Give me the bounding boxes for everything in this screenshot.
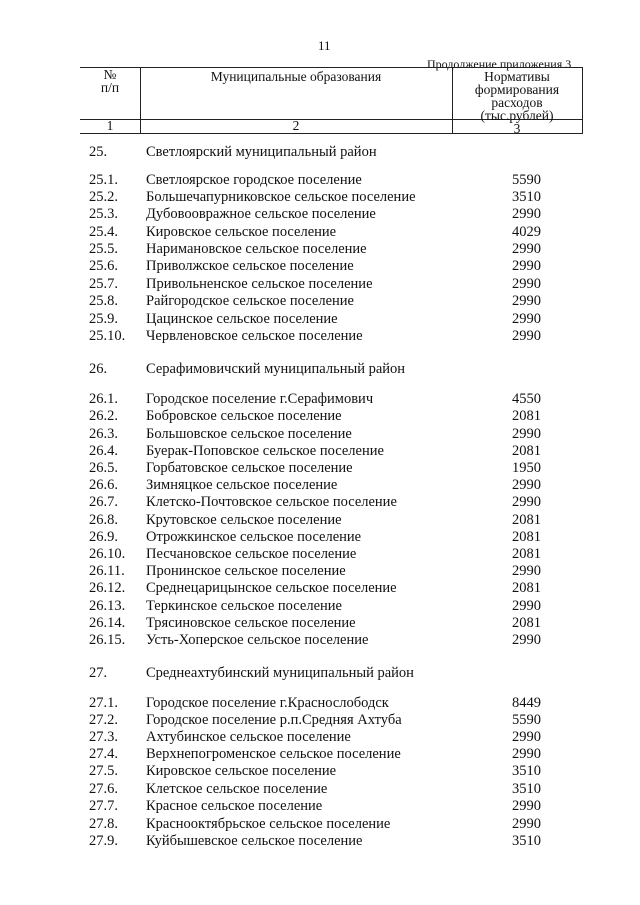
- row-value: 2990: [512, 293, 541, 309]
- row-name: Отрожкинское сельское поселение: [146, 529, 362, 545]
- row-name: Клетское сельское поселение: [146, 781, 328, 797]
- section-name: Светлоярский муниципальный район: [146, 144, 377, 160]
- row-number: 25.6.: [89, 258, 118, 274]
- row-number: 26.4.: [89, 443, 118, 459]
- row-value: 2990: [512, 729, 541, 745]
- row-name: Куйбышевское сельское поселение: [146, 833, 363, 849]
- row-number: 26.13.: [89, 598, 126, 614]
- row-name: Большовское сельское поселение: [146, 426, 352, 442]
- row-name: Большечапурниковское сельское поселение: [146, 189, 416, 205]
- row-value: 3510: [512, 833, 541, 849]
- row-number: 26.14.: [89, 615, 126, 631]
- row-value: 2990: [512, 816, 541, 832]
- row-number: 27.3.: [89, 729, 118, 745]
- row-name: Усть-Хоперское сельское поселение: [146, 632, 369, 648]
- row-value: 1950: [512, 460, 541, 476]
- row-number: 26.1.: [89, 391, 118, 407]
- row-number: 26.8.: [89, 512, 118, 528]
- row-number: 25.2.: [89, 189, 118, 205]
- row-number: 26.10.: [89, 546, 126, 562]
- header-norms-line2: формирования: [474, 82, 560, 97]
- row-name: Пронинское сельское поселение: [146, 563, 346, 579]
- row-number: 26.15.: [89, 632, 126, 648]
- row-value: 2081: [512, 615, 541, 631]
- row-value: 2081: [512, 408, 541, 424]
- section-name: Среднеахтубинский муниципальный район: [146, 665, 414, 681]
- row-value: 5590: [512, 712, 541, 728]
- header-norms-column: [452, 70, 582, 122]
- row-number: 26.12.: [89, 580, 126, 596]
- row-name: Приволжское сельское поселение: [146, 258, 354, 274]
- row-number: 27.5.: [89, 763, 118, 779]
- row-value: 2990: [512, 563, 541, 579]
- row-value: 4029: [512, 224, 541, 240]
- row-name: Кировское сельское поселение: [146, 763, 337, 779]
- header-norms-line1: Нормативы: [484, 69, 550, 84]
- row-number: 26.11.: [89, 563, 125, 579]
- row-value: 3510: [512, 763, 541, 779]
- row-name: Трясиновское сельское поселение: [146, 615, 356, 631]
- row-name: Цацинское сельское поселение: [146, 311, 338, 327]
- column-number-1: 1: [106, 118, 114, 133]
- row-number: 25.1.: [89, 172, 118, 188]
- row-value: 2990: [512, 598, 541, 614]
- row-number: 27.1.: [89, 695, 118, 711]
- section-number: 25.: [89, 144, 108, 160]
- row-name: Песчановское сельское поселение: [146, 546, 357, 562]
- row-number: 25.7.: [89, 276, 118, 292]
- row-value: 8449: [512, 695, 541, 711]
- row-value: 2081: [512, 546, 541, 562]
- header-number-abbr: п/п: [100, 80, 120, 95]
- row-value: 2990: [512, 477, 541, 493]
- row-name: Верхнепогроменское сельское поселение: [146, 746, 401, 762]
- row-value: 2081: [512, 529, 541, 545]
- row-number: 25.5.: [89, 241, 118, 257]
- row-value: 4550: [512, 391, 541, 407]
- row-number: 25.10.: [89, 328, 126, 344]
- table-top-border: [80, 67, 582, 68]
- row-number: 27.9.: [89, 833, 118, 849]
- row-name: Городское поселение г.Серафимович: [146, 391, 374, 407]
- row-value: 2990: [512, 311, 541, 327]
- row-number: 27.6.: [89, 781, 118, 797]
- row-value: 2081: [512, 580, 541, 596]
- page-number: 11: [318, 38, 331, 53]
- row-value: 2990: [512, 276, 541, 292]
- header-municipality: Муниципальные образования: [210, 69, 382, 84]
- row-name: Теркинское сельское поселение: [146, 598, 342, 614]
- column-number-3: 3: [513, 121, 521, 136]
- row-value: 2990: [512, 494, 541, 510]
- row-name: Привольненское сельское поселение: [146, 276, 373, 292]
- row-number: 25.9.: [89, 311, 118, 327]
- row-number: 27.7.: [89, 798, 118, 814]
- row-number: 27.4.: [89, 746, 118, 762]
- section-name: Серафимовичский муниципальный район: [146, 361, 406, 377]
- row-number: 27.8.: [89, 816, 118, 832]
- row-value: 3510: [512, 189, 541, 205]
- row-number: 26.3.: [89, 426, 118, 442]
- row-name: Светлоярское городское поселение: [146, 172, 362, 188]
- row-name: Краснооктябрьское сельское поселение: [146, 816, 391, 832]
- row-name: Райгородское сельское поселение: [146, 293, 354, 309]
- row-name: Дубовоовражное сельское поселение: [146, 206, 376, 222]
- row-name: Наримановское сельское поселение: [146, 241, 367, 257]
- row-name: Бобровское сельское поселение: [146, 408, 342, 424]
- row-value: 3510: [512, 781, 541, 797]
- row-name: Городское поселение г.Краснослободск: [146, 695, 389, 711]
- row-value: 2990: [512, 798, 541, 814]
- row-value: 2990: [512, 426, 541, 442]
- row-name: Среднецарицынское сельское поселение: [146, 580, 397, 596]
- column-number-2: 2: [292, 118, 300, 133]
- row-value: 2081: [512, 512, 541, 528]
- row-value: 2990: [512, 328, 541, 344]
- row-name: Горбатовское сельское поселение: [146, 460, 353, 476]
- row-name: Ахтубинское сельское поселение: [146, 729, 351, 745]
- row-name: Кировское сельское поселение: [146, 224, 337, 240]
- row-value: 5590: [512, 172, 541, 188]
- row-number: 26.6.: [89, 477, 118, 493]
- row-name: Красное сельское поселение: [146, 798, 323, 814]
- row-number: 25.3.: [89, 206, 118, 222]
- appendix-continuation-label: Продолжение приложения 3: [427, 57, 572, 71]
- row-value: 2081: [512, 443, 541, 459]
- row-name: Крутовское сельское поселение: [146, 512, 342, 528]
- row-number: 25.8.: [89, 293, 118, 309]
- row-name: Червленовское сельское поселение: [146, 328, 363, 344]
- row-value: 2990: [512, 206, 541, 222]
- column-divider-3: [582, 67, 583, 134]
- row-number: 26.9.: [89, 529, 118, 545]
- row-number: 26.7.: [89, 494, 118, 510]
- row-number: 25.4.: [89, 224, 118, 240]
- row-value: 2990: [512, 241, 541, 257]
- row-name: Клетско-Почтовское сельское поселение: [146, 494, 397, 510]
- row-number: 26.2.: [89, 408, 118, 424]
- row-name: Буерак-Поповское сельское поселение: [146, 443, 384, 459]
- header-number-sign: №: [103, 67, 117, 82]
- row-number: 26.5.: [89, 460, 118, 476]
- row-name: Городское поселение р.п.Средняя Ахтуба: [146, 712, 402, 728]
- row-value: 2990: [512, 746, 541, 762]
- header-number-column: [80, 68, 140, 94]
- row-name: Зимняцкое сельское поселение: [146, 477, 338, 493]
- header-norms-line3: расходов: [491, 95, 543, 110]
- header-norms-line4: (тыс.рублей): [480, 108, 554, 123]
- section-number: 26.: [89, 361, 108, 377]
- row-value: 2990: [512, 632, 541, 648]
- row-number: 27.2.: [89, 712, 118, 728]
- row-value: 2990: [512, 258, 541, 274]
- section-number: 27.: [89, 665, 108, 681]
